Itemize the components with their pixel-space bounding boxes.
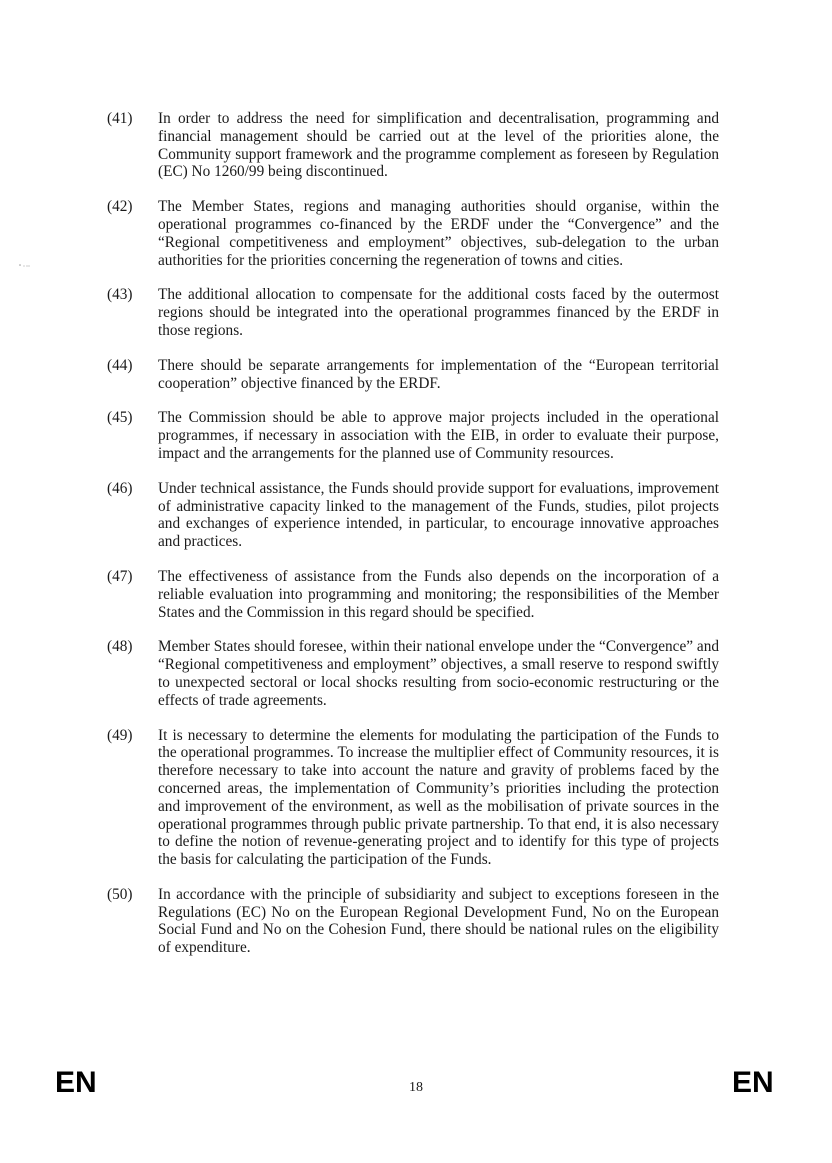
scan-speck xyxy=(18,262,32,268)
recital-41 xyxy=(107,110,719,181)
recital-number: (47) xyxy=(107,567,133,585)
recital-number: (44) xyxy=(107,356,133,374)
recital-number: (43) xyxy=(107,286,133,304)
footer-language-right: EN xyxy=(732,1066,774,1099)
recital-text: It is necessary to determine the elements for modulating the participation of the Funds to the operational programmes. To increase the multiplier effect of Community resources, it is therefore necessary to take into account the nature and gravity of problems faced by the concerned areas, the implementation of Community’s priorities including the protection and improvement of the environment, as well as the mobilisation of private sources in the operational programmes through public private partnership. To that end, it is also necessary to define the notion of revenue-generating project and to identify for this type of projects the basis for calculating the participation of the Funds. xyxy=(158,726,719,869)
recital-48 xyxy=(107,638,719,709)
recital-43 xyxy=(107,286,719,339)
recital-number: (46) xyxy=(107,479,133,497)
recital-50 xyxy=(107,886,719,957)
recital-number: (50) xyxy=(107,885,133,903)
recital-text: Under technical assistance, the Funds should provide support for evaluations, improvement of administrative capacity linked to the management of the Funds, studies, pilot projects and exchanges of experience intended, in particular, to encourage innovative approaches and practices. xyxy=(158,479,719,551)
recital-number: (45) xyxy=(107,409,133,427)
recital-46 xyxy=(107,480,719,551)
recital-45 xyxy=(107,409,719,462)
recital-number: (41) xyxy=(107,110,133,127)
recital-text: The Commission should be able to approve major projects included in the operational programmes, if necessary in association with the EIB, in order to evaluate their purpose, impact and the arrangements for the planned use of Community resources. xyxy=(158,409,719,462)
recital-text: The additional allocation to compensate for the additional costs faced by the outermost regions should be integrated into the operational programmes financed by the ERDF in those regions. xyxy=(158,286,719,339)
recital-44 xyxy=(107,357,719,393)
page-number: 18 xyxy=(409,1080,423,1095)
recital-number: (42) xyxy=(107,198,133,216)
recital-47 xyxy=(107,568,719,621)
recital-text: Member States should foresee, within their national envelope under the “Convergence” and “Regional competitiveness and employment” objectives, a small reserve to respond swiftly to unexpected sectoral or local shocks resulting from socio-economic restructuring or the effects of trade agreements. xyxy=(158,638,719,709)
recital-text: The Member States, regions and managing authorities should organise, within the operational programmes co-financed by the ERDF under the “Convergence” and the “Regional competitiveness and employment” objectives, sub-delegation to the urban authorities for the priorities concerning the regeneration of towns and cities. xyxy=(158,198,719,269)
recital-text: In accordance with the principle of subsidiarity and subject to exceptions foreseen in the Regulations (EC) No on the European Regional Development Fund, No on the European Social Fund and No on the Cohesion Fund, there should be national rules on the eligibility of expenditure. xyxy=(158,885,719,957)
recital-49 xyxy=(107,727,719,869)
footer-language-left: EN xyxy=(55,1066,97,1099)
recital-number: (48) xyxy=(107,638,133,656)
recital-number: (49) xyxy=(107,726,133,744)
recital-42 xyxy=(107,198,719,269)
recital-text: There should be separate arrangements for implementation of the “European territorial cooperation” objective financed by the ERDF. xyxy=(158,356,719,392)
recital-text: In order to address the need for simplification and decentralisation, programming and financial management should be carried out at the level of the priorities alone, the Community support framework and the programme complement as foreseen by Regulation (EC) No 1260/99 being discontinued. xyxy=(158,110,719,181)
recital-text: The effectiveness of assistance from the Funds also depends on the incorporation of a reliable evaluation into programming and monitoring; the responsibilities of the Member States and the Commission in this regard should be specified. xyxy=(158,567,719,621)
recitals-list xyxy=(107,110,719,974)
